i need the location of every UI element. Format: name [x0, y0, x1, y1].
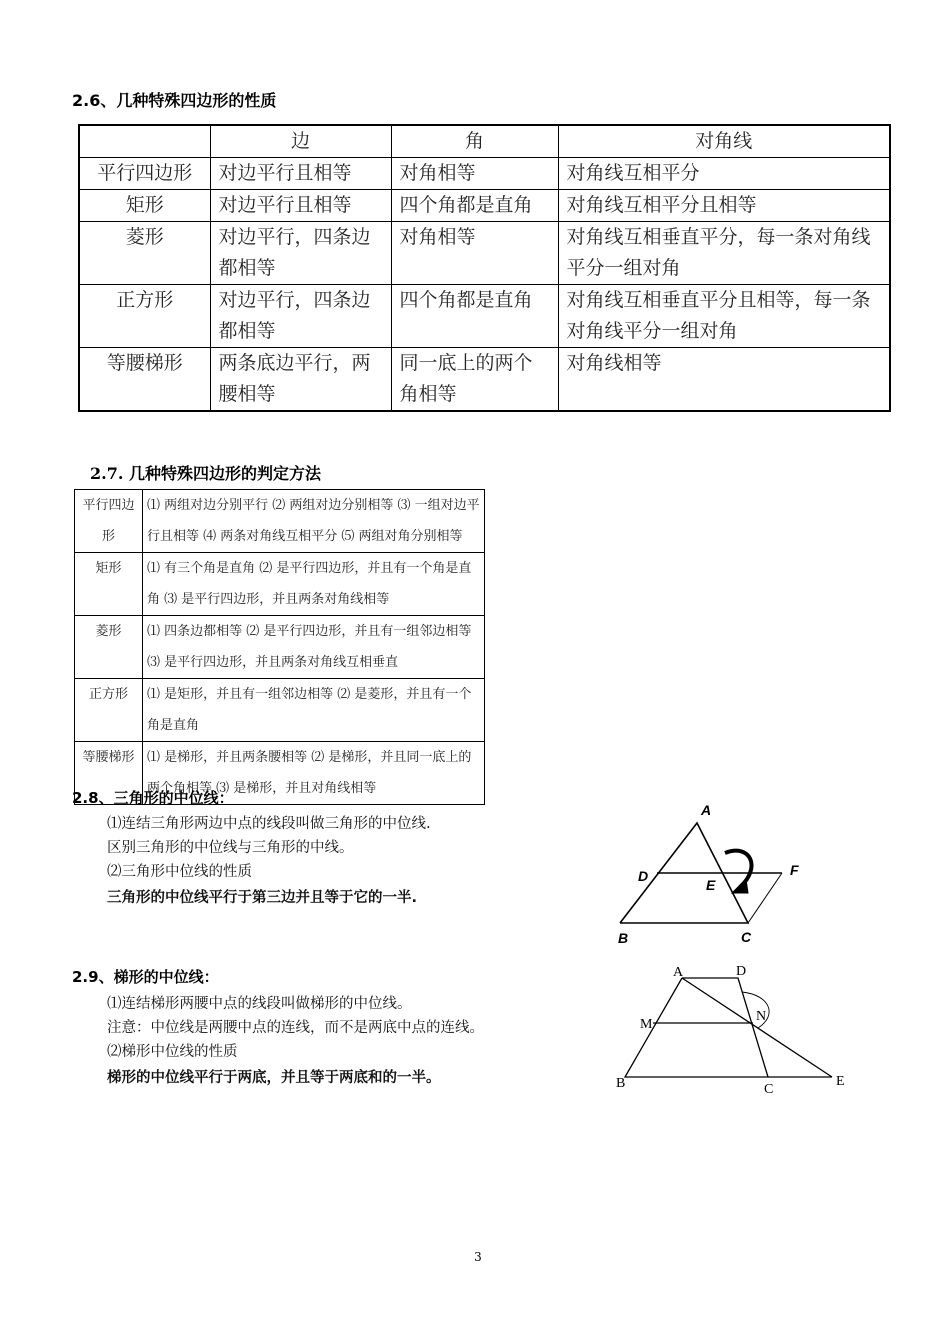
- cell-criteria: ⑴ 是矩形，并且有一组邻边相等 ⑵ 是菱形，并且有一个角是直角: [143, 679, 485, 742]
- row-name: 菱形: [79, 222, 210, 285]
- row-name: 平行四边形: [75, 490, 143, 553]
- label-f: F: [790, 862, 799, 878]
- label-d: D: [736, 964, 747, 979]
- trapezoid-midline-property: 梯形的中位线平行于两底，并且等于两底和的一半。: [107, 1070, 441, 1086]
- cell-angle: 四个角都是直角: [391, 285, 558, 348]
- label-a: A: [673, 965, 684, 980]
- cell-criteria: ⑴ 四条边都相等 ⑵ 是平行四边形，并且有一组邻边相等 ⑶ 是平行四边形，并且两条对角线互相垂直: [143, 616, 485, 679]
- table-row: [79, 158, 890, 190]
- section-2-9-heading: 2.9、梯形的中位线：: [72, 968, 219, 986]
- cf-segment: [748, 873, 782, 923]
- section-2-7-heading: 2.7. 几种特殊四边形的判定方法: [90, 464, 321, 483]
- cell-side: 对边平行且相等: [210, 158, 391, 190]
- ae-segment: [682, 978, 832, 1077]
- page-number: 3: [474, 1250, 482, 1264]
- triangle-midline-property: 三角形的中位线平行于第三边并且等于它的一半.: [107, 890, 418, 906]
- table-row: [75, 679, 485, 742]
- triangle-midline-figure: [600, 795, 820, 955]
- row-name: 正方形: [75, 679, 143, 742]
- table-row: [79, 222, 890, 285]
- cell-side: 对边平行，四条边都相等: [210, 222, 391, 285]
- label-m: M: [640, 1017, 653, 1032]
- properties-header-row: [79, 125, 890, 158]
- table-row: [75, 490, 485, 553]
- row-name: 菱形: [75, 616, 143, 679]
- cell-diagonal: 对角线互相平分: [558, 158, 890, 190]
- trapezoid-midline-note: 注意：中位线是两腰中点的连线，而不是两底中点的连线。: [107, 1020, 484, 1036]
- table-row: [79, 348, 890, 412]
- label-a: A: [701, 802, 712, 818]
- triangle-midline-property-title: ⑵三角形中位线的性质: [107, 864, 252, 880]
- cell-criteria: ⑴ 是梯形，并且两条腰相等 ⑵ 是梯形，并且同一底上的两个角相等 ⑶ 是梯形，并且对角线相等: [143, 742, 485, 805]
- cell-side: 对边平行且相等: [210, 190, 391, 222]
- cell-angle: 对角相等: [391, 222, 558, 285]
- triangle-midline-note: 区别三角形的中位线与三角形的中线。: [107, 840, 354, 856]
- rotation-arrow-icon: [725, 851, 752, 887]
- label-c: C: [741, 929, 752, 945]
- cell-side: 对边平行，四条边都相等: [210, 285, 391, 348]
- cell-angle: 同一底上的两个角相等: [391, 348, 558, 412]
- trapezoid-midline-figure: [610, 960, 860, 1100]
- label-n: N: [756, 1009, 767, 1024]
- cell-diagonal: 对角线互相垂直平分且相等，每一条对角线平分一组对角: [558, 285, 890, 348]
- row-name: 平行四边形: [79, 158, 210, 190]
- determination-table: [74, 489, 485, 805]
- cell-diagonal: 对角线相等: [558, 348, 890, 412]
- row-name: 矩形: [75, 553, 143, 616]
- label-c: C: [764, 1082, 774, 1097]
- label-d: D: [638, 868, 649, 884]
- table-row: [75, 553, 485, 616]
- cell-diagonal: 对角线互相平分且相等: [558, 190, 890, 222]
- section-2-8-heading: 2.8、三角形的中位线：: [72, 789, 234, 807]
- cell-criteria: ⑴ 有三个角是直角 ⑵ 是平行四边形，并且有一个角是直角 ⑶ 是平行四边形，并且两条对角线相等: [143, 553, 485, 616]
- row-name: 等腰梯形: [79, 348, 210, 412]
- cell-angle: 四个角都是直角: [391, 190, 558, 222]
- triangle-midline-definition: ⑴连结三角形两边中点的线段叫做三角形的中位线.: [107, 816, 431, 832]
- trapezoid-midline-property-title: ⑵梯形中位线的性质: [107, 1044, 238, 1060]
- cell-diagonal: 对角线互相垂直平分，每一条对角线平分一组对角: [558, 222, 890, 285]
- cell-side: 两条底边平行，两腰相等: [210, 348, 391, 412]
- header-diagonal: 对角线: [558, 125, 890, 158]
- table-row: [79, 190, 890, 222]
- cell-criteria: ⑴ 两组对边分别平行 ⑵ 两组对边分别相等 ⑶ 一组对边平行且相等 ⑷ 两条对角线互相平分 ⑸ 两组对角分别相等: [143, 490, 485, 553]
- header-side: 边: [210, 125, 391, 158]
- header-empty: [79, 125, 210, 158]
- label-b: B: [618, 930, 629, 946]
- row-name: 正方形: [79, 285, 210, 348]
- label-b: B: [616, 1076, 626, 1091]
- section-2-6-heading: 2.6、几种特殊四边形的性质: [72, 91, 277, 110]
- row-name: 等腰梯形: [75, 742, 143, 805]
- cell-angle: 对角相等: [391, 158, 558, 190]
- label-e: E: [836, 1074, 845, 1089]
- label-e: E: [706, 877, 716, 893]
- properties-table: [78, 124, 891, 412]
- trapezoid-midline-definition: ⑴连结梯形两腰中点的线段叫做梯形的中位线。: [107, 996, 412, 1012]
- row-name: 矩形: [79, 190, 210, 222]
- table-row: [79, 285, 890, 348]
- header-angle: 角: [391, 125, 558, 158]
- table-row: [75, 616, 485, 679]
